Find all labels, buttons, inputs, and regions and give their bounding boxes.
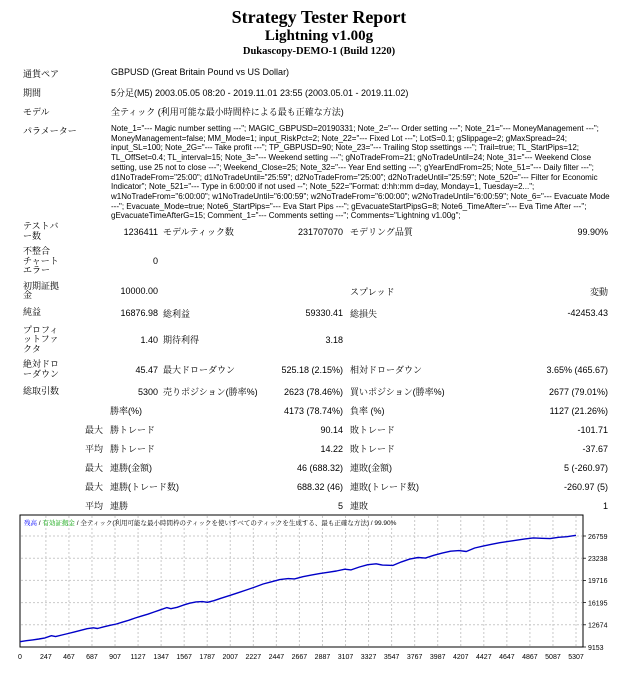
stat-label: 連敗(トレード数) [350, 482, 419, 492]
stats-row [23, 304, 608, 323]
balance-chart [0, 514, 638, 673]
stat-label: 連敗 [350, 501, 369, 511]
parameters-value: Note_1="--- Magic number setting ---"; MAGIC_GBPUSD=20190331; Note_2="--- Order setting ---"; Note_21="--- MoneyManagement ---"; MoneyManagement=false; MM_Mode=1; input_RiskPct=2; Note_22="--- Fixed Lot ---"; LotS=0.1; gSlippage=2; gMaxSpread=24; input_SL=100; Note_2G="--- Take profit ---"; TP_GBPUSD=90; Note_23="--- Trailing Stop ssettings ---"; Trail=true; TL_StartPips=12; TL_OffSet=0.4; TL_interval=15; Note_3="--- Weekend setting ---"; gNoTradeFrom=21; gNoTradeUntil=24; Note_31="--- Weekend Close setting, use 25 not to close ---"; Weekend_Close=25; Note_32="--- Year End setting ---"; gYearEndFrom=25; Note_51="--- Daily filter ---"; d1NoTradeFrom="25:00"; d1NoTradeUntil="25:59"; d2NoTradeFrom="25:00"; d2NoTradeUntil="25:59"; Note_520="--- Filter for Economic Indicator"; Note_521="--- Type in 6:00:00 if not used --"; Note_522="Format: d:hh:mm d=day, Monday=1, Tuesday=2..."; w1NoTradeFrom="6:00:00"; w1NoTradeUntil="6:00:59"; w2NoTradeFrom="6:00:00"; w2NoTradeUntil="6:00:59"; Note_6="--- Evacuate Mode ---"; Evacuate_Mode=true; Note6_StartPips="--- Eva Start Pips ---"; gEvacuateStartPipsG=8; Note6_TimeAfter="--- Eva Time After ---"; gEvacuateTimeAfterG=15; Comment_1="--- Comments setting ---"; Comments="Lightning v1.00g"; [111, 124, 610, 221]
stat-value: 14.22 [320, 443, 343, 454]
stat-value [478, 323, 608, 358]
x-axis-tick-label: 5307 [568, 654, 584, 661]
stat-label [158, 244, 268, 279]
stats-row [23, 279, 608, 304]
stat-value: 90.14 [320, 424, 343, 435]
x-axis-tick-label: 1127 [130, 654, 146, 661]
stat-label [23, 219, 105, 244]
stat-label: 最大 [84, 482, 103, 492]
model-row [23, 102, 611, 121]
stat-label: 連勝(トレード数) [110, 482, 179, 492]
stat-label [23, 279, 105, 304]
stat-label: 最大 [84, 425, 103, 435]
x-axis-tick-label: 3547 [383, 654, 400, 661]
period-row [23, 83, 611, 102]
stats-row [23, 420, 608, 439]
x-axis-tick-label: 1787 [199, 654, 216, 661]
y-axis-tick-label: 19716 [588, 578, 608, 586]
symbol-label: 通貨ペア [23, 69, 60, 79]
report-header [0, 6, 638, 58]
stat-label-text: 不整合チャートエラー [23, 246, 59, 275]
x-axis-tick-label: 3987 [429, 654, 446, 661]
stat-value: 231707070 [297, 226, 343, 237]
stats-row [23, 357, 608, 382]
balance-chart-svg [0, 514, 638, 673]
stats-row [23, 477, 608, 496]
stat-label [23, 244, 105, 279]
stats-row [23, 439, 608, 458]
x-axis-tick-label: 4647 [499, 654, 515, 661]
stat-label-text: 初期証拠金 [23, 280, 60, 300]
symbol-row [23, 64, 611, 83]
model-label: モデル [23, 107, 50, 117]
stat-value: 3.65% (465.67) [546, 364, 608, 375]
stats-row [23, 219, 608, 244]
stat-value: 525.18 (2.15%) [281, 364, 343, 375]
stat-value: 99.90% [577, 226, 608, 237]
stat-label [343, 244, 478, 279]
stat-value: -260.97 (5) [563, 481, 608, 492]
stat-value: 59330.41 [305, 308, 343, 318]
x-axis-tick-label: 3107 [337, 654, 354, 661]
stat-value: 45.47 [135, 364, 158, 375]
stat-label: 勝トレード [110, 425, 156, 435]
stat-label: 敗トレード [350, 444, 396, 454]
stat-label: 連勝 [110, 501, 129, 511]
x-axis-tick-label: 4427 [476, 654, 492, 661]
stat-label [23, 401, 105, 420]
stat-label [343, 323, 478, 358]
stat-label: 総利益 [163, 308, 191, 319]
stat-value: 変動 [589, 286, 608, 297]
x-axis-tick-label: 4207 [452, 654, 469, 661]
x-axis-tick-label: 4867 [522, 654, 538, 661]
stat-value: 3.18 [325, 334, 343, 345]
stat-label: 平均 [84, 501, 103, 511]
stats-table [23, 219, 608, 515]
page-title: Strategy Tester Report [231, 7, 407, 27]
ea-name: Lightning v1.00g [264, 28, 374, 44]
stat-label [23, 304, 105, 323]
stat-value [268, 244, 343, 279]
x-axis-tick-label: 3327 [360, 654, 377, 661]
stat-value: 16876.98 [120, 308, 158, 318]
model-value: 全ティック (利用可能な最小時間枠による最も正確な方法) [111, 107, 344, 117]
x-axis-tick-label: 5087 [545, 654, 561, 661]
period-label: 期間 [23, 88, 42, 98]
stat-label: 最大ドローダウン [163, 365, 236, 375]
stats-row [23, 458, 608, 477]
stat-value: -42453.43 [567, 308, 608, 318]
stat-value: 2677 (79.01%) [548, 386, 608, 397]
stats-row [23, 401, 608, 420]
y-axis-tick-label: 16195 [588, 600, 608, 608]
stat-label-text: 総取引数 [23, 385, 60, 396]
stat-value: 1127 (21.26%) [549, 405, 608, 416]
stat-label [23, 323, 105, 358]
stat-label [23, 382, 105, 401]
period-value: 5分足(M5) 2003.05.05 08:20 - 2019.11.01 23:55 (2003.05.01 - 2019.11.02) [111, 88, 409, 98]
x-axis-tick-label: 247 [40, 654, 52, 661]
stat-label: 勝トレード [110, 444, 156, 454]
test-info-table [23, 64, 611, 224]
stat-value: 5 (-260.97) [563, 462, 608, 473]
stat-label: 買いポジション(勝率%) [350, 387, 445, 397]
stat-label-text: 純益 [23, 307, 42, 318]
stat-label-text: テストバー数 [23, 221, 59, 241]
x-axis-tick-label: 1567 [176, 654, 192, 661]
stats-row [23, 382, 608, 401]
symbol-value: GBPUSD (Great Britain Pound vs US Dollar) [111, 67, 290, 77]
stat-value: 1 [602, 500, 608, 511]
x-axis-tick-label: 2227 [245, 654, 262, 661]
stat-value: 2623 (78.46%) [283, 386, 343, 397]
stats-row [23, 244, 608, 279]
stat-label-text: 絶対ドローダウン [23, 359, 60, 379]
stat-value [478, 244, 608, 279]
y-axis-tick-label: 9153 [588, 644, 604, 652]
x-axis-tick-label: 2447 [268, 654, 285, 661]
stat-value: 1.40 [140, 334, 158, 345]
stat-value: 5300 [137, 386, 158, 397]
stat-value [268, 279, 343, 304]
stat-label: スプレッド [350, 286, 395, 297]
stat-value: 1236411 [123, 226, 158, 237]
server-build: Dukascopy-DEMO-1 (Build 1220) [242, 46, 396, 57]
stat-value: 4173 (78.74%) [283, 405, 343, 416]
y-axis-tick-label: 12674 [588, 622, 608, 630]
x-axis-tick-label: 2887 [314, 654, 331, 661]
x-axis-tick-label: 467 [63, 654, 75, 661]
stat-label: 平均 [84, 444, 103, 454]
parameters-label: パラメーター [23, 126, 77, 136]
y-axis-tick-label: 23238 [588, 555, 608, 563]
x-axis-tick-label: 1347 [153, 654, 169, 661]
stat-value: -101.71 [577, 424, 608, 435]
x-axis-tick-label: 3767 [406, 654, 423, 661]
stat-label: 相対ドローダウン [350, 365, 423, 375]
chart-legend: 残高 / 有効証拠金 / 全ティック(利用可能な最小時間枠のティックを使いすべてのティックを生成する、最も正確な方法) / 99.90% [24, 520, 397, 527]
stat-label: 連勝(金額) [110, 463, 152, 473]
stat-label: 連敗(金額) [350, 463, 392, 473]
stat-label: 最大 [84, 463, 103, 473]
stat-value: 46 (688.32) [296, 462, 343, 473]
stat-label: モデルティック数 [163, 227, 234, 237]
stat-label: 敗トレード [350, 425, 396, 435]
y-axis-tick-label: 26759 [588, 533, 608, 541]
stat-label-text: プロフィットファクタ [23, 324, 59, 354]
stat-value: 5 [337, 500, 343, 511]
stat-value: 10000.00 [120, 286, 158, 296]
stats-row [23, 496, 608, 515]
stat-value: 0 [152, 256, 158, 267]
stat-label: モデリング品質 [350, 227, 413, 237]
parameters-row [23, 121, 611, 224]
stat-label: 期待利得 [163, 335, 200, 346]
x-axis-tick-label: 2007 [222, 654, 239, 661]
x-axis-tick-label: 2667 [291, 654, 308, 661]
stat-value: -37.67 [582, 443, 608, 454]
stat-label: 総損失 [350, 308, 378, 319]
stat-label: 売りポジション(勝率%) [163, 387, 258, 397]
stat-label: 勝率(%) [110, 406, 142, 416]
stat-label [158, 279, 268, 304]
x-axis-tick-label: 907 [109, 654, 121, 661]
x-axis-tick-label: 0 [18, 654, 22, 661]
x-axis-tick-label: 687 [86, 654, 98, 661]
stat-label: 負率 (%) [350, 406, 385, 416]
stat-value: 688.32 (46) [296, 481, 343, 492]
stat-label [23, 357, 105, 382]
stats-row [23, 323, 608, 358]
